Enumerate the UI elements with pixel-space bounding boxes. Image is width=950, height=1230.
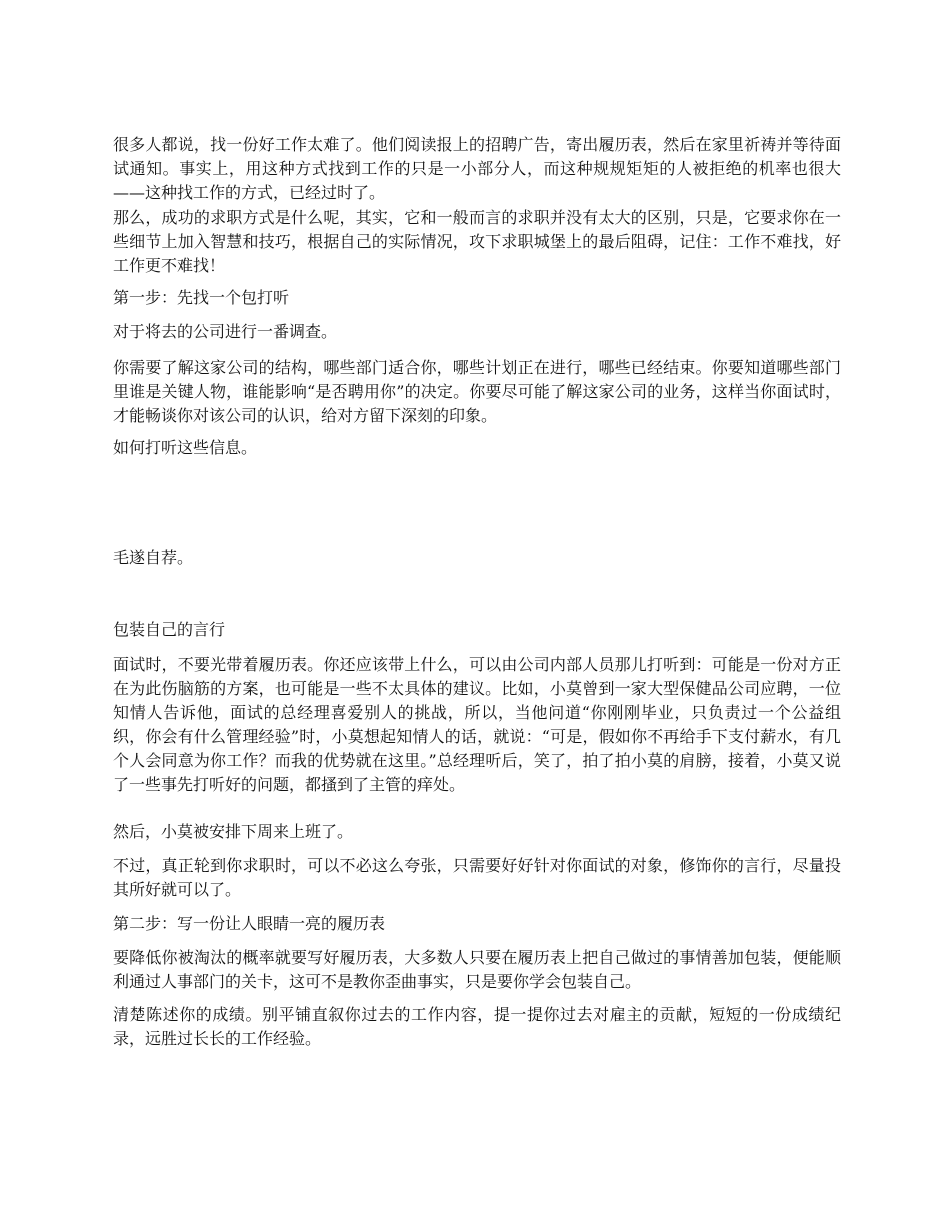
- paragraph-achievements: 清楚陈述你的成绩。别平铺直叙你过去的工作内容，提一提你过去对雇主的贡献，短短的一份成绩纪录，远胜过长长的工作经验。: [113, 1005, 841, 1048]
- paragraph-hired: 然后，小莫被安排下周来上班了。: [113, 822, 354, 841]
- paragraph-no-exaggeration: 不过，真正轮到你求职时，可以不必这么夸张，只需要好好针对你面试的对象，修饰你的言行，尽量投其所好就可以了。: [113, 856, 841, 899]
- paragraph-company-structure: 你需要了解这家公司的结构，哪些部门适合你，哪些计划正在进行，哪些已经结束。你要知道哪些部门里谁是关键人物，谁能影响“是否聘用你”的决定。你要尽可能了解这家公司的业务，这样当你面试时，才能畅谈你对该公司的认识，给对方留下深刻的印象。: [113, 358, 841, 425]
- paragraph-investigate: 对于将去的公司进行一番调查。: [113, 322, 338, 341]
- step-one-heading: 第一步：先找一个包打听: [113, 288, 290, 307]
- paragraph-how-to-inquire: 如何打听这些信息。: [113, 438, 258, 457]
- paragraph-method: 那么，成功的求职方式是什么呢，其实，它和一般而言的求职并没有太大的区别，只是，它要求你在一些细节上加入智慧和技巧，根据自己的实际情况，攻下求职城堡上的最后阻碍，记住：工作不难找，好工作更不难找！: [113, 208, 841, 275]
- heading-package-yourself: 包装自己的言行: [113, 620, 226, 639]
- document-page: [113, 0, 841, 1230]
- paragraph-intro: 很多人都说，找一份好工作太难了。他们阅读报上的招聘广告，寄出履历表，然后在家里祈祷并等待面试通知。事实上，用这种方式找到工作的只是一小部分人，而这种规规矩矩的人被拒绝的机率也很大——这种找工作的方式，已经过时了。: [113, 135, 841, 202]
- paragraph-resume-packaging: 要降低你被淘汰的概率就要写好履历表，大多数人只要在履历表上把自己做过的事情善加包装，便能顺利通过人事部门的关卡，这可不是教你歪曲事实，只是要你学会包装自己。: [113, 948, 841, 991]
- paragraph-self-recommend: 毛遂自荐。: [113, 548, 194, 567]
- paragraph-interview-story: 面试时，不要光带着履历表。你还应该带上什么，可以由公司内部人员那儿打听到：可能是一份对方正在为此伤脑筋的方案，也可能是一些不太具体的建议。比如，小莫曾到一家大型保健品公司应聘，一位知情人告诉他，面试的总经理喜爱别人的挑战，所以，当他问道“你刚刚毕业，只负责过一个公益组织，你会有什么管理经验”时，小莫想起知情人的话，就说：“可是，假如你不再给手下支付薪水，有几个人会同意为你工作？而我的优势就在这里。”总经理听后，笑了，拍了拍小莫的肩膀，接着，小莫又说了一些事先打听好的问题，都搔到了主管的痒处。: [113, 655, 841, 794]
- step-two-heading: 第二步：写一份让人眼睛一亮的履历表: [113, 914, 386, 933]
